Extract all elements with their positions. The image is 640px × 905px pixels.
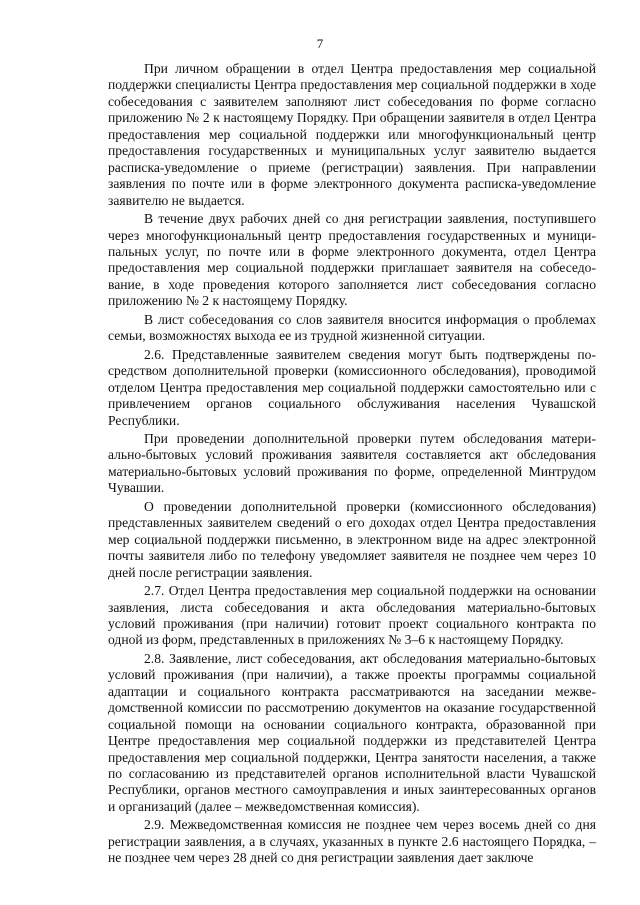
paragraph-2-8-commission: 2.8. Заявление, лист собеседования, акт обследования материально-бытовых условий проживания (при наличии), а также проекты программы социальной адаптации и социального контракта рассматриваются на заседании межведомственной комиссии по рассмотрению документов на оказание государственной социальной помощи на основании социального контракта, образованной при Центре предоставления мер социальной поддержки из представителей Центра предоставления мер социальной поддержки, Центра занятости населения, а также по согласованию из представителей органов исполнительной власти Чувашской Республики, органов местного самоуправления и иных заинтересованных органов и организаций (далее – межведомственная комиссия). (108, 650, 596, 814)
paragraph-interview-invitation: В течение двух рабочих дней со дня регистрации заявления, поступившего через многофункциональный центр предоставления государственных и муниципальных услуг, по почте или в форме электронного документа, отдел Центра предоставления мер социальной поддержки приглашает заявителя на собеседование, в ходе проведения которого заполняется лист собеседования согласно приложению № 2 к настоящему Порядку. (108, 211, 596, 309)
paragraph-2-6-verification: 2.6. Представленные заявителем сведения могут быть подтверждены посредством дополнительной проверки (комиссионного обследования), проводимой отделом Центра предоставления мер социальной поддержки самостоятельно или с привлечением органов социального обслуживания населения Чувашской Республики. (108, 346, 596, 428)
paragraph-living-conditions-inspection: При проведении дополнительной проверки путем обследования материально-бытовых условий проживания заявителя составляется акт обследования материально-бытовых условий проживания по форме, определенной Минтрудом Чувашии. (108, 430, 596, 496)
paragraph-2-7-contract-draft: 2.7. Отдел Центра предоставления мер социальной поддержки на основании заявления, листа собеседования и акта обследования материально-бытовых условий проживания (при наличии) готовит проект социального контракта по одной из форм, представленных в приложениях № 3–6 к настоящему Порядку. (108, 583, 596, 648)
page-number: 7 (316, 36, 324, 51)
paragraph-interview-sheet: В лист собеседования со слов заявителя вносится информация о проблемах семьи, возможностях выхода ее из трудной жизненной ситуации. (108, 311, 596, 344)
paragraph-personal-application: При личном обращении в отдел Центра предоставления мер социальной поддержки специалисты Центра предоставления мер социальной поддержки в ходе собеседования с заявителем заполняют лист собеседования по форме согласно приложению № 2 к настоящему Порядку. При обращении заявителя в отдел Центра предоставления мер социальной поддержки или многофункциональный центр предоставления государственных и муниципальных услуг заявителю выдается расписка-уведомление о приеме (регистрации) заявления. При направлении заявления по почте или в форме электронного документа расписка-уведомление заявителю не выдается. (108, 61, 596, 208)
paragraph-2-9-commission-deadline: 2.9. Межведомственная комиссия не позднее чем через восемь дней со дня регистрации заявления, а в случаях, указанных в пункте 2.6 настоящего Порядка, – не позднее чем через 28 дней со дня регистрации заявления дает заключе (108, 817, 596, 866)
document-body (108, 61, 596, 869)
paragraph-verification-notice: О проведении дополнительной проверки (комиссионного обследования) представленных заявителем сведений о его доходах отдел Центра предоставления мер социальной поддержки письменно, в электронном виде на адрес электронной почты заявителя либо по телефону уведомляет заявителя не позднее чем через 10 дней после регистрации заявления. (108, 498, 596, 580)
